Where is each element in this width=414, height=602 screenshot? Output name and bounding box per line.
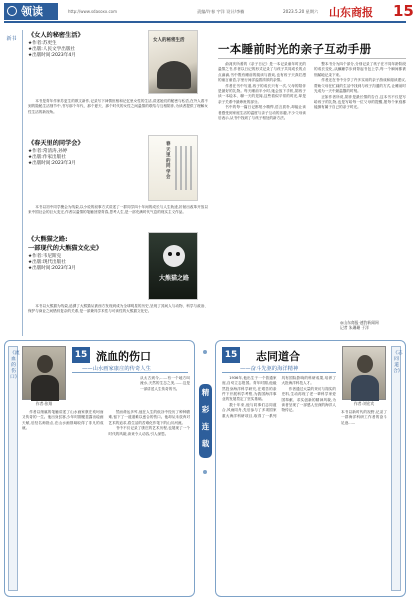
logo-circle-icon — [7, 6, 17, 16]
decorative-dot-icon — [203, 470, 207, 474]
paragraph: 数十年来,他与同事们志同道合,风雨同舟,先后参与了多项国家重大海洋科研项目,取得了一系列具有国际影响的科研成果,培养了大批海洋科技人才。 — [222, 376, 336, 418]
book-date: ★出版时间:2023年3月 — [28, 161, 76, 167]
serial-subtitle: ——奋斗先驱的海洋精神 — [240, 366, 299, 372]
cover-figure-image — [157, 61, 191, 89]
subtitle-rule — [222, 372, 336, 373]
portrait-head-image — [37, 355, 53, 373]
book-author: ★作者:常清涛,孙婷 — [28, 149, 68, 154]
book-cover-1 — [148, 30, 198, 94]
serial-title: 志同道合 — [256, 350, 300, 363]
book-description: 本书以初中同学聚会为线索,以小说的叙事方式讲述了一群同学四十年间的成长与人生轨迹,折射出改革开放以来中国社会的巨大变迁,作者以温情的笔触回望青春,思考人生,是一部充满时代气息的现实主义作品。 — [28, 205, 208, 215]
paragraph: 作者通过大量的采访与翔实的史料,生动再现了老一辈科学家爱国奉献、求实创新的精神风貌,为读者呈现了一部感人至深的海洋人物传记。 — [281, 387, 336, 413]
paragraph: 书中的每一篇日记都短小精悍,语言质朴,却能让读者感受到家庭生活的温度与亲子互动的乐趣,不少父母读后表示,从书中找到了与孩子相处的新方法。 — [218, 105, 306, 120]
portrait-head-image — [357, 355, 373, 373]
header-date: 2023.5.20 星期六 — [283, 9, 319, 14]
paragraph: 整本书分为四个部分,分别记录了孩子在不同年龄阶段的成长变化,从蹒跚学步到背起书包上学,每一个瞬间都被细腻地记录下来。 — [314, 62, 406, 77]
serial-subtitle: ——山水画家康庄的传奇人生 — [82, 366, 151, 372]
page-number: 15 — [393, 2, 414, 20]
paragraph: 俞菏庆所著的《亲子日记》是一本记录童年时光的温情之书,作者以日记的形式记录了与孩子共同成长的点点滴滴,书中既有睡前的阅读与游戏,也有孩子天真烂漫的童言童语,字里行间洋溢着浓浓的亲情。 — [218, 62, 306, 82]
book-cover-title: 女人的秘密生活 — [153, 38, 185, 43]
author-portrait — [342, 346, 386, 400]
book-cover-title: 大熊猫之路 — [158, 275, 189, 282]
newspaper-name: 山东商报 — [329, 6, 373, 19]
byline-source: ◎山东商报·速豹新闻网 — [340, 320, 379, 325]
paragraph: 作者在书中写道,孩子的成长只有一次,父母的陪伴是最好的礼物。每天睡前半小时,她会放下手机,陪孩子读一本绘本、聊一天的见闻,这些看似平常的时光,却是亲子关系中最珍贵的部分。 — [218, 83, 306, 104]
feature-byline — [340, 320, 379, 330]
paragraph: 正如作者所说,陪伴是最长情的告白,这本书不仅是写给孩子的礼物,也是写给每一位父母的提醒,愿每个家庭都能拥有属于自己的亲子时光。 — [314, 94, 406, 110]
paragraph: 1936年,他出生于一个普通家庭,自幼立志报国。青年时期,他毅然投身海洋科学研究,在艰苦的条件下开展科学考察,为我国海洋事业的发展奠定了坚实基础。 — [222, 376, 277, 402]
serial-number-badge: 15 — [72, 347, 90, 363]
book-title-line2: 一部现代的大熊猫文化史》 — [28, 245, 103, 252]
column-divider — [22, 30, 23, 336]
book-description: 本书以大熊猫为线索,追溯了大熊猫从被西方发现到成为全球明星的历史,呈现了其间人与动物、科学与政治、保护与商业之间错综复杂的关系,是一部兼具学术性与可读性的大熊猫文化史。 — [28, 304, 208, 314]
paragraph: 作者以细腻的笔触讲述了山水画家康庄坎坷而又传奇的一生。他出身贫寒,少年时期便显露出绘画天赋,后经名师指点,在山水画领域取得了非凡的成就。 — [22, 410, 104, 430]
spine-title: 《志同道合》 — [393, 351, 403, 374]
portrait-body-image — [351, 375, 379, 401]
feature-column-2 — [314, 62, 406, 321]
spine-strip — [8, 346, 18, 591]
new-books-label: 新书 — [6, 36, 17, 42]
portrait-caption: 作者:张翔 — [35, 401, 53, 406]
book-author: ★作者:苏更生 — [28, 41, 57, 46]
panda-eye-icon — [176, 252, 180, 256]
book-publisher: ★出版:人民文学出版社 — [28, 47, 76, 53]
headline-rule — [218, 58, 406, 59]
byline-reporter: 记者 朱珊珊 于洋 — [340, 325, 369, 331]
book-title: 《女人的秘密生活》 — [28, 32, 84, 39]
serial-number-badge: 15 — [222, 347, 240, 363]
book-item-2 — [28, 138, 148, 168]
paragraph: 书中不仅记录了康庄的艺术历程,也展现了一个时代的风貌,读来令人动容,引人深思。 — [108, 426, 190, 436]
badge-char: 连 — [201, 422, 210, 431]
panda-icon — [163, 245, 185, 267]
badge-char: 彩 — [201, 405, 210, 414]
book-item-3 — [28, 234, 148, 273]
serial-title: 流血的伤口 — [96, 350, 151, 363]
cover-illustration-image — [175, 146, 193, 190]
book-author: ★作者:韦尼斯克 — [28, 254, 62, 259]
serial-intro: 从太古到今,……有一个地方叫流水,天然的生态之美,……这是一部讲述人生传奇的书。 — [140, 376, 190, 391]
portrait-caption: 作者:刘宏宾 — [353, 401, 375, 406]
serial-badge — [199, 384, 212, 458]
book-cover-title: 春天里的同学会 — [166, 142, 171, 180]
decorative-dot-icon — [203, 350, 207, 354]
book-cover-3 — [148, 232, 198, 300]
panda-eye-icon — [168, 252, 172, 256]
feature-column-1 — [218, 62, 306, 330]
book-title: 《大熊猫之路: — [28, 236, 68, 243]
spine-strip — [391, 346, 401, 591]
portrait-body-image — [31, 375, 59, 401]
book-date: ★出版时间:2023年3月 — [28, 266, 76, 272]
book-description: 本书是青年作家苏更生的散文新作,记录写下神情世相和记忆里女性的生活,讲述她们的秘密与私语,在外人看不到的隐秘生活细节中,书写那个年代、那个夏天、那个时代的女性之间温情的联结与互相陪伴,为读者提供了理解女性生活的新视角。 — [28, 99, 208, 114]
paragraph: 然而命运多舛,他在人生的低谷中经历了种种磨难,留下了一道道难以愈合的伤口。他却从未放弃对艺术的追求,将生活的苦难化作笔下的山川河流。 — [108, 410, 190, 425]
book-cover-2 — [148, 135, 198, 201]
paragraph: 作者还在书中分享了许多实用的亲子游戏和阅读建议,帮助父母在忙碌的生活中找到与孩子沟通的方式,让睡前时光成为一天中最温馨的时刻。 — [314, 78, 406, 93]
header-rule — [4, 21, 406, 23]
serial-body — [222, 376, 336, 592]
badge-char: 精 — [201, 388, 210, 397]
badge-char: 载 — [201, 439, 210, 448]
section-logo: 领读 — [4, 3, 58, 20]
header-editor-credit: 责编/许春 宇洋 设计/李楠 — [197, 9, 245, 14]
feature-headline: 一本睡前时光的亲子互动手册 — [218, 42, 372, 56]
header-url[interactable]: http://www.sdasoxx.com — [68, 9, 118, 14]
author-portrait — [22, 346, 66, 400]
serial-intro: 本书以新时代的视野,记录了一群海洋科研工作者的奋斗足迹…… — [341, 410, 387, 425]
serial-body — [22, 410, 190, 592]
subtitle-rule — [72, 372, 188, 373]
book-publisher: ★出版:作家出版社 — [28, 155, 66, 161]
book-title: 《春天里的同学会》 — [28, 140, 84, 147]
book-date: ★出版时间:2023年4月 — [28, 53, 76, 59]
book-publisher: ★出版:现代出版社 — [28, 260, 66, 266]
spine-title: 《流血的伤口》 — [10, 351, 20, 380]
